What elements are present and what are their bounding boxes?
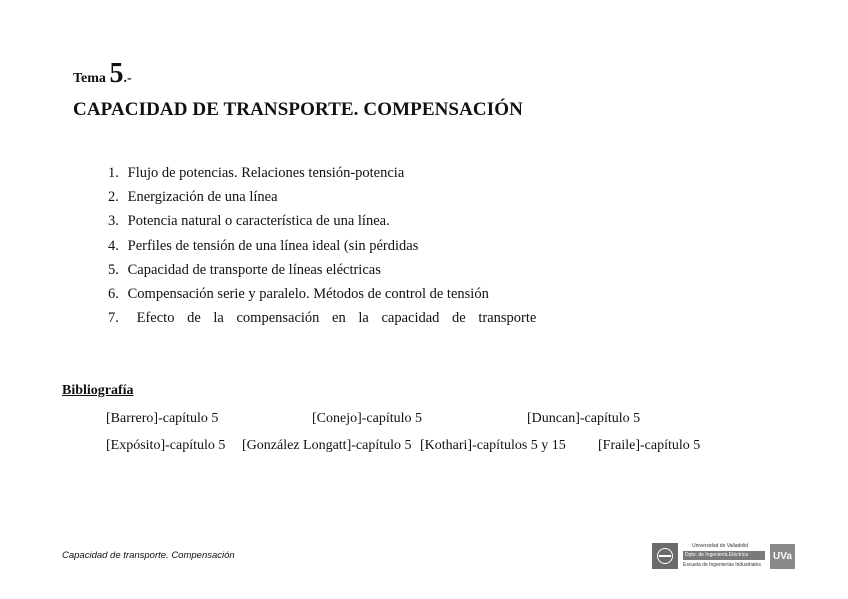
emblem-icon [652,543,678,569]
item-number: 5. [108,261,119,278]
footer-title: Capacidad de transporte. Compensación [62,550,235,561]
item-text: Energización de una línea [127,189,278,206]
bibliography-ref: [Barrero]-capítulo 5 [106,411,219,426]
list-item [108,283,536,307]
list-item [108,210,536,234]
item-text: Capacidad de transporte de líneas eléctricas [127,261,381,278]
bibliography-heading: Bibliografía [62,383,134,398]
list-item [108,307,536,331]
contents-list [108,162,536,331]
bibliography-ref: [Fraile]-capítulo 5 [598,438,701,453]
item-text: Compensación serie y paralelo. Métodos de control de tensión [127,285,489,302]
list-item [108,186,536,210]
topic-heading [73,58,132,90]
list-item [108,259,536,283]
item-number: 1. [108,165,119,181]
logo-line-university: Universidad de Valladolid [692,543,749,549]
uva-badge: UVa [770,544,795,569]
item-text: Potencia natural o característica de una línea. [127,213,390,230]
bibliography-ref: [Conejo]-capítulo 5 [312,411,423,426]
item-text: Flujo de potencias. Relaciones tensión-potencia [127,165,405,181]
logo-line-school: Escuela de Ingenierías Industriales [683,562,761,568]
item-number: 6. [108,285,119,302]
list-item [108,235,536,259]
bibliography-ref: [Expósito]-capítulo 5 [106,438,226,453]
item-number: 2. [108,189,119,206]
item-text: Perfiles de tensión de una línea ideal (sin pérdidas [127,237,419,254]
item-number: 7. [108,310,119,327]
logo-line-department: Dpto. de Ingeniería Eléctrica [683,551,765,560]
bibliography-ref: [Duncan]-capítulo 5 [527,411,641,426]
topic-number: 5 [109,58,124,89]
item-number: 4. [108,237,119,254]
list-item [108,162,536,186]
topic-label: Tema [73,71,106,86]
bibliography-ref: [Kothari]-capítulos 5 y 15 [420,438,566,453]
page-title: CAPACIDAD DE TRANSPORTE. COMPENSACIÓN [73,99,523,120]
item-text: Efecto de la compensación en la capacidad de transporte [136,310,537,327]
topic-suffix: .- [123,71,132,86]
university-logo [652,543,795,570]
bibliography-ref: [González Longatt]-capítulo 5 [242,438,412,453]
item-number: 3. [108,213,119,230]
